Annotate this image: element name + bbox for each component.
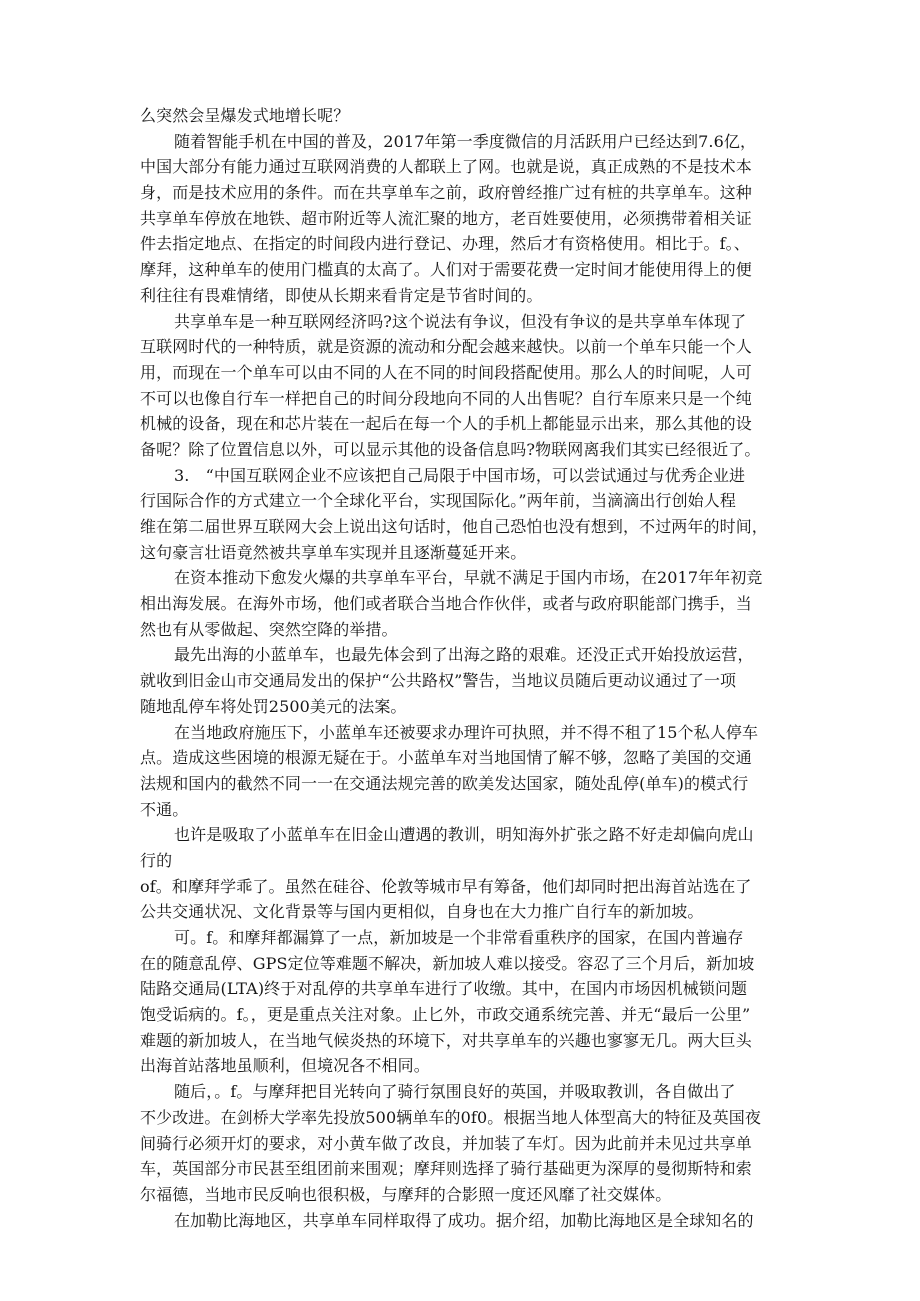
text-line: 中国大部分有能力通过互联网消费的人都联上了网。也就是说，真正成熟的不是技术本 xyxy=(140,157,752,177)
text-line: 共享单车是一种互联网经济吗?这个说法有争议，但没有争议的是共享单车体现了 xyxy=(174,311,747,331)
text-line: 在加勒比海地区，共享单车同样取得了成功。据介绍，加勒比海地区是全球知名的 xyxy=(174,1210,754,1230)
text-line: 行国际合作的方式建立一个全球化平台，实现国际化。”两年前，当滴滴出行创始人程 xyxy=(140,491,736,511)
text-line: 在资本推动下愈发火爆的共享单车平台，早就不满足于国内市场，在2017年年初竞 xyxy=(174,568,763,588)
text-line: 也许是吸取了小蓝单车在旧金山遭遇的教训，明知海外扩张之路不好走却偏向虎山 xyxy=(174,825,754,845)
text-line: 机械的设备，现在和芯片装在一起后在每一个人的手机上都能显示出来，那么其他的设 xyxy=(140,414,752,434)
text-line: 随着智能手机在中国的普及，2017年第一季度微信的月活跃用户已经达到7.6亿， xyxy=(174,131,757,151)
text-line: 行的 xyxy=(140,850,173,870)
text-line: 车，英国部分市民甚至组团前来围观；摩拜则选择了骑行基础更为深厚的曼彻斯特和索 xyxy=(140,1159,752,1179)
text-line: 法规和国内的截然不同一一在交通法规完善的欧美发达国家，随处乱停(单车)的模式行 xyxy=(140,773,749,793)
text-line: 件去指定地点、在指定的时间段内进行登记、办理，然后才有资格使用。相比于。f。、 xyxy=(140,234,750,254)
text-line: 公共交通状况、文化背景等与国内更相似，自身也在大力推广自行车的新加坡。 xyxy=(140,902,704,922)
text-line: 用，而现在一个单车可以由不同的人在不同的时间段搭配使用。那么人的时间呢，人可 xyxy=(140,362,752,382)
text-line: 在的随意乱停、GPS定位等难题不解决，新加坡人难以接受。容忍了三个月后，新加坡 xyxy=(140,953,755,973)
text-line: 难题的新加坡人，在当地气候炎热的环境下，对共享单车的兴趣也寥寥无几。两大巨头 xyxy=(140,1030,752,1050)
text-line: 最先出海的小蓝单车，也最先体会到了出海之路的艰难。还没正式开始投放运营， xyxy=(174,645,754,665)
text-line: 么突然会呈爆发式地增长呢？ xyxy=(140,106,350,125)
text-line: 可。f。和摩拜都漏算了一点，新加坡是一个非常看重秩序的国家，在国内普遍存 xyxy=(174,928,744,947)
text-line: 尔福德，当地市民反响也很积极，与摩拜的合影照一度还风靡了社交媒体。 xyxy=(140,1184,672,1204)
text-line: 互联网时代的一种特质，就是资源的流动和分配会越来越快。以前一个单车只能一个人 xyxy=(140,337,752,357)
text-line: 相出海发展。在海外市场，他们或者联合当地合作伙伴，或者与政府职能部门携手，当 xyxy=(140,594,752,614)
text-line: 不可以也像自行车一样把自己的时间分段地向不同的人出售呢？自行车原来只是一个纯 xyxy=(140,388,752,408)
text-line: 间骑行必须开灯的要求，对小黄车做了改良，并加装了车灯。因为此前并未见过共享单 xyxy=(140,1133,752,1153)
text-line: 利往往有畏难情绪，即使从长期来看肯定是节省时间的。 xyxy=(140,285,543,305)
text-line: 备呢？除了位置信息以外，可以显示其他的设备信息吗?物联网离我们其实已经很近了。 xyxy=(140,439,761,459)
text-line: 随后，。f。与摩拜把目光转向了骑行氛围良好的英国，并吸取教训，各自做出了 xyxy=(174,1082,736,1102)
text-line: 就收到旧金山市交通局发出的保护“公共路权”警告，当地议员随后更动议通过了一项 xyxy=(140,671,737,691)
text-line: of。和摩拜学乖了。虽然在硅谷、伦敦等城市早有筹备，他们却同时把出海首站选在了 xyxy=(140,876,752,896)
text-line: 不通。 xyxy=(140,799,189,819)
text-line: 身，而是技术应用的条件。而在共享单车之前，政府曾经推广过有桩的共享单车。这种 xyxy=(140,183,752,203)
text-line: 共享单车停放在地铁、超市附近等人流汇聚的地方，老百姓要使用，必须携带着相关证 xyxy=(140,208,752,228)
text-line: 维在第二届世界互联网大会上说出这句话时，他自己恐怕也没有想到，不过两年的时间， xyxy=(140,517,768,536)
text-line: 摩拜，这种单车的使用门槛真的太高了。人们对于需要花费一定时间才能使用得上的便 xyxy=(140,260,752,280)
text-line: 陆路交通局(LTA)终于对乱停的共享单车进行了收缴。其中，在国内市场因机械锁问题 xyxy=(140,979,748,999)
text-line: 3. “中国互联网企业不应该把自己局限于中国市场，可以尝试通过与优秀企业进 xyxy=(174,465,746,485)
text-line: 出海首站落地虽顺利，但境况各不相同。 xyxy=(140,1056,430,1076)
article-body xyxy=(140,103,800,1233)
text-line: 在当地政府施压下，小蓝单车还被要求办理许可执照，并不得不租了15个私人停车 xyxy=(174,722,759,742)
text-line: 然也有从零做起、突然空降的举措。 xyxy=(140,619,398,639)
text-line: 饱受诟病的。f。，更是重点关注对象。止匕外，市政交通系统完善、并无“最后一公里” xyxy=(140,1005,751,1025)
text-line: 点。造成这些困境的根源无疑在于。小蓝单车对当地国情了解不够，忽略了美国的交通 xyxy=(140,748,752,768)
text-line: 这句豪言壮语竟然被共享单车实现并且逐渐蔓延开来。 xyxy=(140,542,527,562)
text-line: 随地乱停车将处罚2500美元的法案。 xyxy=(140,696,407,716)
text-line: 不少改进。在剑桥大学率先投放500辆单车的0f0。根据当地人体型高大的特征及英国夜 xyxy=(140,1107,761,1127)
